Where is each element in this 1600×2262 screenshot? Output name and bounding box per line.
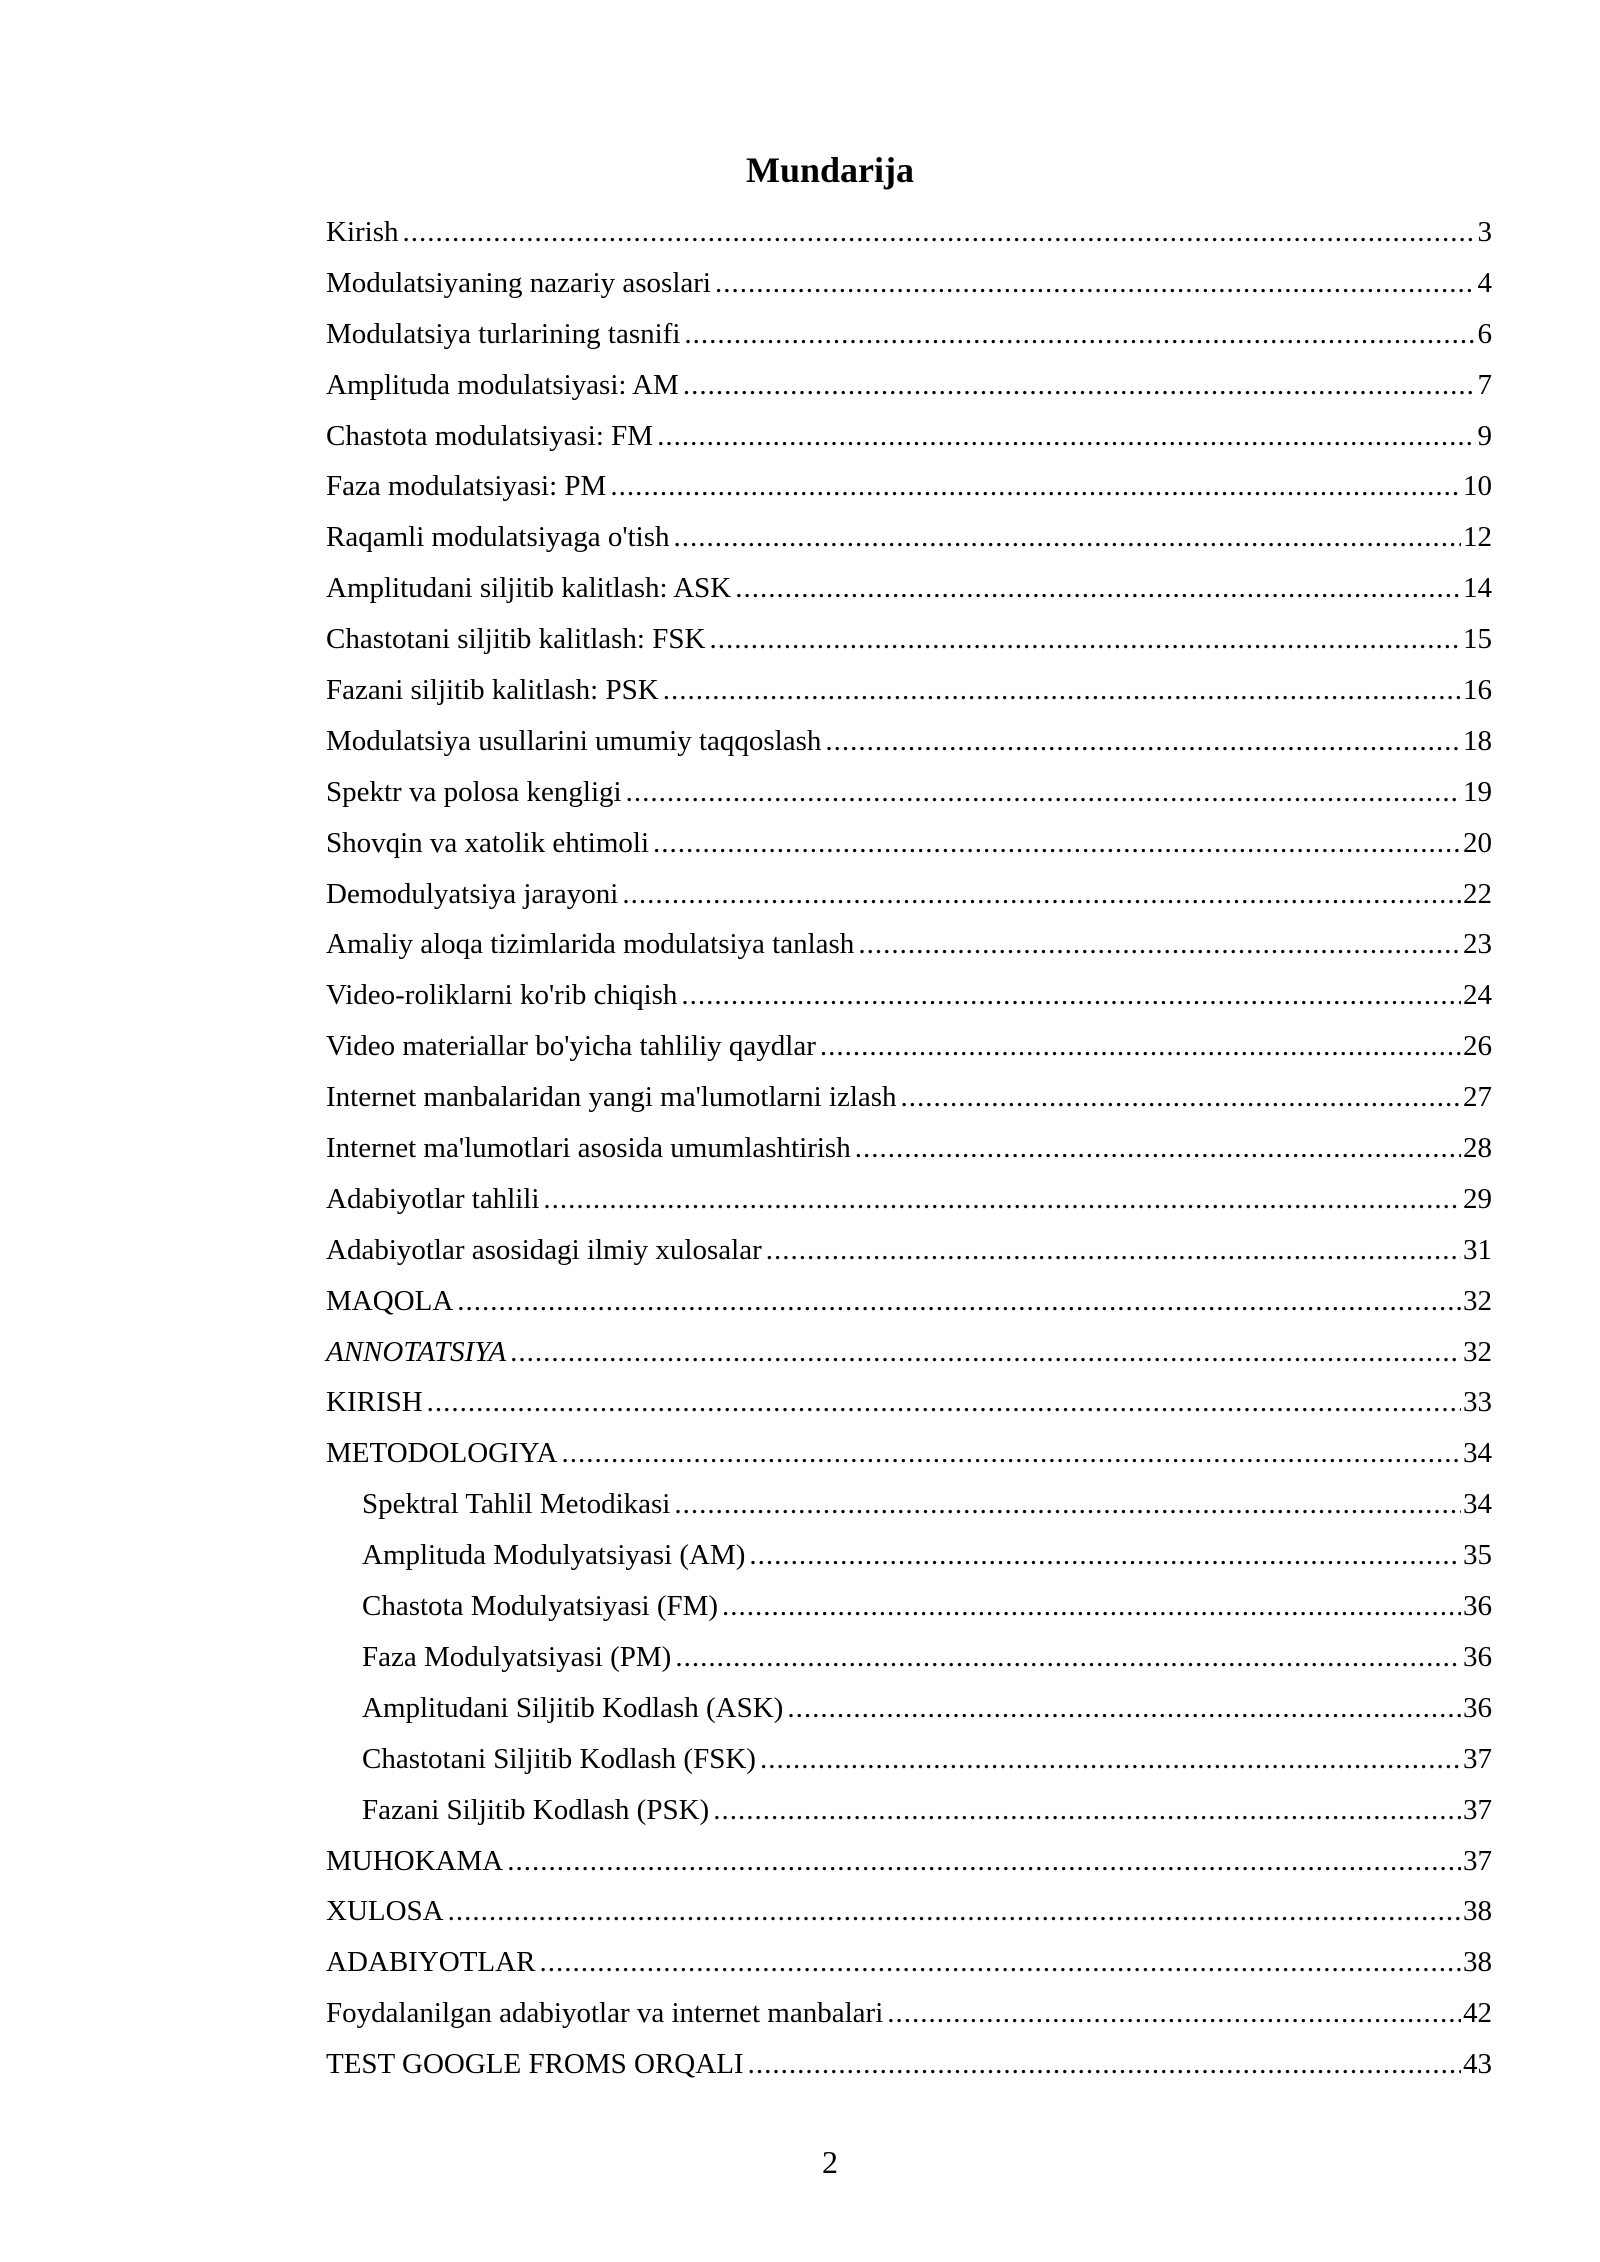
toc-entry-page-number: 10 xyxy=(1463,470,1492,503)
toc-entry[interactable] xyxy=(326,665,1492,716)
toc-entry-label: Video materiallar bo'yicha tahliliy qaydlar xyxy=(326,1030,816,1063)
toc-entry[interactable] xyxy=(326,1683,1492,1734)
toc-entry-label: Shovqin va xatolik ehtimoli xyxy=(326,826,650,859)
toc-dot-leader xyxy=(709,614,1461,665)
toc-entry-label: Amplituda Modulyatsiyasi (AM) xyxy=(362,1539,746,1572)
toc-entry[interactable] xyxy=(326,919,1492,970)
toc-entry-label: Internet ma'lumotlari asosida umumlashtirish xyxy=(326,1132,851,1165)
toc-entry-page-number: 34 xyxy=(1463,1488,1492,1521)
toc-dot-leader xyxy=(766,1225,1461,1276)
toc-dot-leader xyxy=(653,818,1461,869)
toc-entry[interactable] xyxy=(326,970,1492,1021)
toc-entry[interactable] xyxy=(326,1428,1492,1479)
toc-entry[interactable] xyxy=(326,1327,1492,1378)
toc-entry-label: Modulatsiya usullarini umumiy taqqoslash xyxy=(326,724,822,757)
toc-entry-label: XULOSA xyxy=(326,1895,444,1928)
toc-entry[interactable] xyxy=(326,411,1492,462)
toc-dot-leader xyxy=(626,767,1461,818)
table-of-contents xyxy=(326,207,1492,2090)
toc-entry-page-number: 28 xyxy=(1463,1132,1492,1165)
toc-entry[interactable] xyxy=(326,1632,1492,1683)
toc-entry-page-number: 42 xyxy=(1463,1997,1492,2030)
toc-entry[interactable] xyxy=(326,1785,1492,1836)
toc-dot-leader xyxy=(748,2039,1461,2090)
toc-entry[interactable] xyxy=(326,1021,1492,1072)
toc-dot-leader xyxy=(735,563,1461,614)
toc-dot-leader xyxy=(674,1479,1461,1530)
toc-entry-page-number: 31 xyxy=(1463,1233,1492,1266)
toc-entry-page-number: 14 xyxy=(1463,572,1492,605)
toc-entry[interactable] xyxy=(326,869,1492,920)
toc-entry-label: Chastotani Siljitib Kodlash (FSK) xyxy=(362,1742,756,1775)
toc-dot-leader xyxy=(855,1123,1461,1174)
toc-entry-label: Chastota Modulyatsiyasi (FM) xyxy=(362,1590,719,1623)
toc-entry-page-number: 18 xyxy=(1463,724,1492,757)
toc-dot-leader xyxy=(858,919,1461,970)
toc-dot-leader xyxy=(507,1836,1461,1887)
toc-dot-leader xyxy=(657,411,1475,462)
toc-dot-leader xyxy=(901,1072,1461,1123)
toc-dot-leader xyxy=(610,461,1461,512)
toc-entry-label: Faza modulatsiyasi: PM xyxy=(326,470,607,503)
toc-entry-label: Amplituda modulatsiyasi: AM xyxy=(326,368,679,401)
toc-entry[interactable] xyxy=(326,1225,1492,1276)
toc-dot-leader xyxy=(887,1988,1461,2039)
toc-entry[interactable] xyxy=(326,2039,1492,2090)
toc-entry-label: TEST GOOGLE FROMS ORQALI xyxy=(326,2048,744,2081)
toc-entry-label: ADABIYOTLAR xyxy=(326,1946,536,1979)
toc-entry-page-number: 19 xyxy=(1463,775,1492,808)
toc-entry-page-number: 24 xyxy=(1463,979,1492,1012)
toc-entry-label: Amaliy aloqa tizimlarida modulatsiya tanlash xyxy=(326,928,855,961)
page-number: 2 xyxy=(822,2144,838,2180)
toc-title: Mundarija xyxy=(745,150,914,190)
toc-entry-page-number: 22 xyxy=(1463,877,1492,910)
toc-entry-label: ANNOTATSIYA xyxy=(326,1335,507,1368)
toc-entry-label: MAQOLA xyxy=(326,1284,454,1317)
toc-entry-label: Fazani Siljitib Kodlash (PSK) xyxy=(362,1793,710,1826)
toc-entry-page-number: 37 xyxy=(1463,1742,1492,1775)
toc-entry-page-number: 15 xyxy=(1463,623,1492,656)
toc-entry[interactable] xyxy=(326,309,1492,360)
toc-entry[interactable] xyxy=(326,1479,1492,1530)
toc-entry-label: Adabiyotlar asosidagi ilmiy xulosalar xyxy=(326,1233,762,1266)
toc-entry-page-number: 32 xyxy=(1463,1335,1492,1368)
toc-entry-label: Modulatsiya turlarining tasnifi xyxy=(326,317,681,350)
toc-entry-page-number: 16 xyxy=(1463,674,1492,707)
toc-dot-leader xyxy=(715,258,1476,309)
toc-entry-page-number: 7 xyxy=(1477,368,1492,401)
toc-dot-leader xyxy=(684,309,1475,360)
toc-entry[interactable] xyxy=(326,1072,1492,1123)
toc-entry[interactable] xyxy=(326,1734,1492,1785)
toc-entry-page-number: 37 xyxy=(1463,1793,1492,1826)
toc-dot-leader xyxy=(722,1581,1461,1632)
toc-dot-leader xyxy=(457,1276,1461,1327)
toc-entry-page-number: 27 xyxy=(1463,1081,1492,1114)
toc-dot-leader xyxy=(713,1785,1461,1836)
toc-entry[interactable] xyxy=(326,818,1492,869)
toc-entry[interactable] xyxy=(326,1276,1492,1327)
toc-entry-page-number: 23 xyxy=(1463,928,1492,961)
toc-dot-leader xyxy=(681,970,1461,1021)
toc-entry[interactable] xyxy=(326,563,1492,614)
toc-entry[interactable] xyxy=(326,1937,1492,1988)
toc-entry-label: Foydalanilgan adabiyotlar va internet manbalari xyxy=(326,1997,884,2030)
toc-entry-label: Chastota modulatsiyasi: FM xyxy=(326,419,654,452)
toc-dot-leader xyxy=(622,869,1461,920)
toc-dot-leader xyxy=(760,1734,1461,1785)
toc-dot-leader xyxy=(675,1632,1461,1683)
toc-entry-label: Modulatsiyaning nazariy asoslari xyxy=(326,266,711,299)
toc-entry[interactable] xyxy=(326,1581,1492,1632)
toc-entry[interactable] xyxy=(326,461,1492,512)
toc-entry-page-number: 26 xyxy=(1463,1030,1492,1063)
toc-entry[interactable] xyxy=(326,1123,1492,1174)
toc-entry-page-number: 34 xyxy=(1463,1437,1492,1470)
toc-entry[interactable] xyxy=(326,1988,1492,2039)
toc-entry[interactable] xyxy=(326,258,1492,309)
toc-dot-leader xyxy=(663,665,1461,716)
toc-entry-page-number: 36 xyxy=(1463,1691,1492,1724)
toc-dot-leader xyxy=(448,1886,1461,1937)
toc-dot-leader xyxy=(427,1377,1461,1428)
toc-entry-label: Amplitudani siljitib kalitlash: ASK xyxy=(326,572,732,605)
toc-entry-page-number: 38 xyxy=(1463,1895,1492,1928)
toc-entry-label: Chastotani siljitib kalitlash: FSK xyxy=(326,623,706,656)
toc-entry[interactable] xyxy=(326,1530,1492,1581)
toc-entry[interactable] xyxy=(326,767,1492,818)
toc-entry-page-number: 35 xyxy=(1463,1539,1492,1572)
toc-entry-label: Video-roliklarni ko'rib chiqish xyxy=(326,979,678,1012)
toc-entry[interactable] xyxy=(326,614,1492,665)
toc-entry-label: Faza Modulyatsiyasi (PM) xyxy=(362,1640,672,1673)
toc-entry-page-number: 4 xyxy=(1477,266,1492,299)
toc-entry-page-number: 12 xyxy=(1463,521,1492,554)
toc-entry[interactable] xyxy=(326,1174,1492,1225)
toc-entry-label: Kirish xyxy=(326,216,399,248)
toc-entry-label: Raqamli modulatsiyaga o'tish xyxy=(326,521,670,554)
toc-dot-leader xyxy=(403,207,1476,258)
toc-dot-leader xyxy=(539,1937,1461,1988)
toc-entry-page-number: 3 xyxy=(1477,216,1492,248)
toc-entry-label: Adabiyotlar tahlili xyxy=(326,1182,540,1215)
toc-entry-page-number: 20 xyxy=(1463,826,1492,859)
toc-dot-leader xyxy=(787,1683,1461,1734)
toc-entry-label: KIRISH xyxy=(326,1386,423,1419)
toc-entry-page-number: 29 xyxy=(1463,1182,1492,1215)
toc-entry-page-number: 37 xyxy=(1463,1844,1492,1877)
toc-entry[interactable] xyxy=(326,716,1492,767)
toc-entry-page-number: 9 xyxy=(1477,419,1492,452)
toc-entry[interactable] xyxy=(326,512,1492,563)
toc-entry-page-number: 38 xyxy=(1463,1946,1492,1979)
toc-entry-page-number: 33 xyxy=(1463,1386,1492,1419)
toc-dot-leader xyxy=(561,1428,1461,1479)
toc-entry-page-number: 36 xyxy=(1463,1590,1492,1623)
toc-entry-page-number: 36 xyxy=(1463,1640,1492,1673)
toc-entry-page-number: 6 xyxy=(1477,317,1492,350)
toc-entry-label: Fazani siljitib kalitlash: PSK xyxy=(326,674,659,707)
toc-entry-label: Spektral Tahlil Metodikasi xyxy=(362,1488,671,1521)
toc-dot-leader xyxy=(674,512,1461,563)
toc-dot-leader xyxy=(820,1021,1461,1072)
toc-entry-label: MUHOKAMA xyxy=(326,1844,504,1877)
toc-dot-leader xyxy=(825,716,1461,767)
toc-entry-label: Demodulyatsiya jarayoni xyxy=(326,877,619,910)
toc-dot-leader xyxy=(749,1530,1461,1581)
toc-entry[interactable] xyxy=(326,360,1492,411)
toc-entry[interactable] xyxy=(326,1377,1492,1428)
toc-entry-page-number: 32 xyxy=(1463,1284,1492,1317)
toc-dot-leader xyxy=(510,1327,1461,1378)
toc-entry[interactable] xyxy=(326,207,1492,258)
toc-entry-page-number: 43 xyxy=(1463,2048,1492,2081)
toc-dot-leader xyxy=(543,1174,1461,1225)
toc-entry[interactable] xyxy=(326,1836,1492,1887)
toc-entry[interactable] xyxy=(326,1886,1492,1937)
toc-dot-leader xyxy=(683,360,1476,411)
toc-entry-label: METODOLOGIYA xyxy=(326,1437,558,1470)
toc-entry-label: Spektr va polosa kengligi xyxy=(326,775,622,808)
toc-entry-label: Internet manbalaridan yangi ma'lumotlarni izlash xyxy=(326,1081,897,1114)
toc-entry-label: Amplitudani Siljitib Kodlash (ASK) xyxy=(362,1691,784,1724)
